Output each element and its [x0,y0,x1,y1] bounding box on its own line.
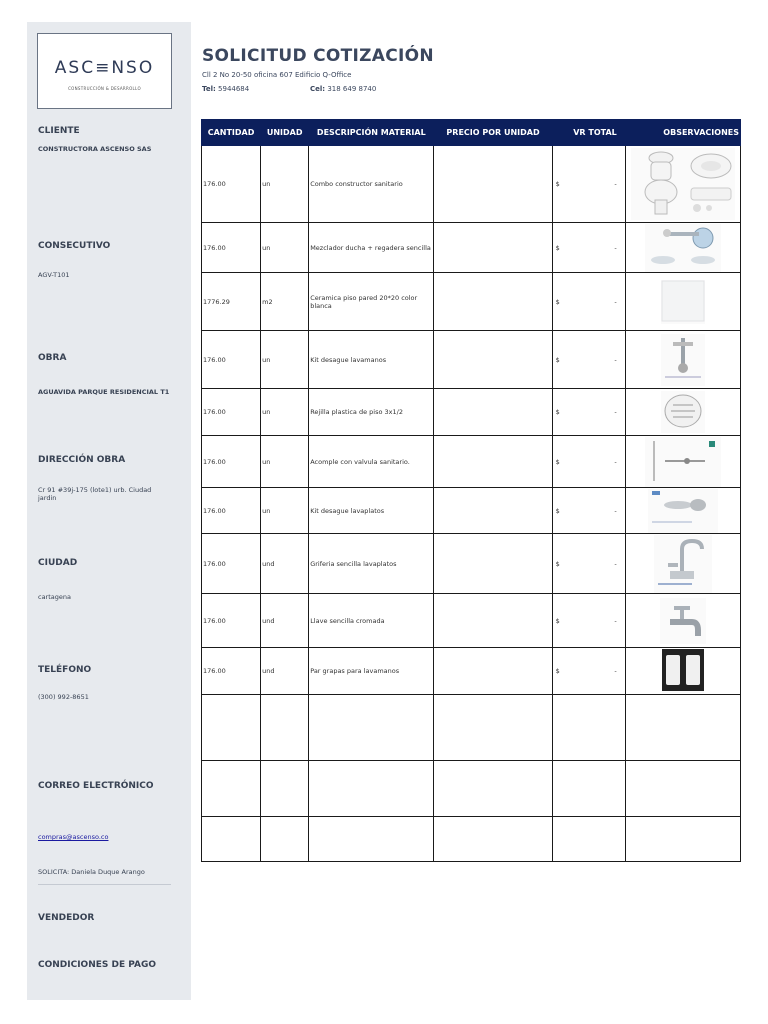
descripcion-cell: Ceramica piso pared 20*20 color blanca [309,273,434,331]
empty-cell[interactable] [261,817,309,862]
descripcion-cell: Mezclador ducha + regadera sencilla [309,223,434,273]
cantidad-cell: 176.00 [202,488,261,534]
condiciones-pago-label: CONDICIONES DE PAGO [38,960,157,970]
white-tile-image [661,280,705,324]
precio-cell[interactable] [434,331,552,389]
unidad-cell: und [261,534,309,594]
tel-value: 5944684 [218,85,250,93]
empty-cell[interactable] [552,817,625,862]
descripcion-cell: Kit desague lavaplatos [309,488,434,534]
precio-cell[interactable] [434,146,552,223]
observaciones-cell [625,389,740,436]
empty-cell[interactable] [552,761,625,817]
empty-cell[interactable] [202,817,261,862]
vr-total-cell [552,488,625,534]
cel-label: Cel: [310,85,326,93]
observaciones-cell [625,534,740,594]
table-header-row [202,120,741,146]
observaciones-cell [625,436,740,488]
observaciones-cell [625,273,740,331]
vr-total-value: - [614,408,617,416]
observaciones-cell [625,146,740,223]
currency-symbol: $ [555,408,560,416]
empty-cell[interactable] [625,761,740,817]
vendedor-label: VENDEDOR [38,913,95,923]
empty-cell[interactable] [625,817,740,862]
empty-cell[interactable] [434,817,552,862]
empty-cell[interactable] [309,695,434,761]
unidad-cell: un [261,389,309,436]
empty-cell[interactable] [309,817,434,862]
ciudad-label: CIUDAD [38,558,78,568]
cantidad-cell: 176.00 [202,389,261,436]
shower-mixer-image [645,224,721,272]
unidad-cell: un [261,331,309,389]
direccion-value: Cr 91 #39j-175 (lote1) urb. Ciudad jardin [38,486,152,502]
empty-cell[interactable] [309,761,434,817]
currency-symbol: $ [555,243,560,252]
correo-label: CORREO ELECTRÓNICO [38,781,154,791]
empty-cell[interactable] [434,761,552,817]
col-header-unidad: UNIDAD [261,120,309,146]
col-header-observaciones: OBSERVACIONES [625,120,740,146]
company-logo [37,33,172,109]
unidad-cell: un [261,146,309,223]
company-address: Cll 2 No 20-50 oficina 607 Edificio Q-Office [202,71,352,79]
obra-value: AGUAVIDA PARQUE RESIDENCIAL T1 [38,388,170,396]
descripcion-cell: Rejilla plastica de piso 3x1/2 [309,389,434,436]
table-row-empty [202,761,741,817]
sink-brackets-image [662,649,704,693]
empty-cell[interactable] [552,695,625,761]
cantidad-cell: 176.00 [202,331,261,389]
table-row [202,146,741,223]
vr-total-cell [552,273,625,331]
cantidad-cell: 176.00 [202,223,261,273]
precio-cell[interactable] [434,648,552,695]
telefono-value: (300) 992-8651 [38,693,89,701]
unidad-cell: und [261,648,309,695]
unidad-cell: un [261,436,309,488]
currency-symbol: $ [555,559,560,568]
solicita-text: SOLICITA: Daniela Duque Arango [38,868,145,876]
currency-symbol: $ [555,667,560,675]
client-sidebar [27,22,191,1000]
table-row [202,331,741,389]
col-header-cantidad: CANTIDAD [202,120,261,146]
vr-total-value: - [614,559,617,568]
direccion-label: DIRECCIÓN OBRA [38,455,126,465]
toilet-valve-image [645,437,721,487]
precio-cell[interactable] [434,273,552,331]
kitchen-faucet-image [654,535,712,593]
logo-wordmark: ASC≡NSO [54,58,155,78]
vr-total-cell [552,436,625,488]
vr-total-value: - [614,667,617,675]
table-row [202,223,741,273]
empty-cell[interactable] [202,695,261,761]
vr-total-cell [552,594,625,648]
consecutivo-label: CONSECUTIVO [38,241,111,251]
descripcion-cell: Acomple con valvula sanitario. [309,436,434,488]
consecutivo-value: AGV-T101 [38,271,70,279]
table-row-empty [202,695,741,761]
chrome-tap-image [660,598,706,644]
ciudad-value: cartagena [38,593,71,601]
unidad-cell: und [261,594,309,648]
cliente-label: CLIENTE [38,126,80,136]
empty-cell[interactable] [202,761,261,817]
precio-cell[interactable] [434,594,552,648]
vr-total-value: - [614,506,617,515]
currency-symbol: $ [555,297,560,306]
currency-symbol: $ [555,180,560,188]
empty-cell[interactable] [625,695,740,761]
descripcion-cell: Combo constructor sanitario [309,146,434,223]
company-phone [202,85,249,93]
descripcion-cell: Llave sencilla cromada [309,594,434,648]
descripcion-cell: Kit desague lavamanos [309,331,434,389]
unidad-cell: m2 [261,273,309,331]
cantidad-cell: 176.00 [202,648,261,695]
table-row [202,648,741,695]
observaciones-cell [625,594,740,648]
cel-value: 318 649 8740 [327,85,377,93]
cantidad-cell: 176.00 [202,594,261,648]
currency-symbol: $ [555,457,560,466]
vr-total-value: - [614,355,617,364]
vr-total-cell [552,648,625,695]
cantidad-cell: 176.00 [202,436,261,488]
table-row [202,273,741,331]
table-row [202,436,741,488]
vr-total-value: - [614,180,617,188]
cantidad-cell: 176.00 [202,146,261,223]
precio-cell[interactable] [434,534,552,594]
vr-total-cell [552,534,625,594]
observaciones-cell [625,648,740,695]
cantidad-cell: 176.00 [202,534,261,594]
company-mobile [310,85,376,93]
col-header-vr-total: VR TOTAL [552,120,625,146]
empty-cell[interactable] [261,695,309,761]
table-row-empty [202,817,741,862]
observaciones-cell [625,331,740,389]
table-row [202,534,741,594]
unidad-cell: un [261,488,309,534]
precio-cell[interactable] [434,488,552,534]
vr-total-cell [552,223,625,273]
currency-symbol: $ [555,506,560,515]
vr-total-value: - [614,297,617,306]
currency-symbol: $ [555,355,560,364]
vr-total-cell [552,389,625,436]
precio-cell[interactable] [434,436,552,488]
vr-total-value: - [614,457,617,466]
col-header-descripcion: DESCRIPCIÓN MATERIAL [309,120,434,146]
vr-total-cell [552,146,625,223]
table-row [202,594,741,648]
page-title: SOLICITUD COTIZACIÓN [202,46,434,66]
correo-link[interactable]: compras@ascenso.co [38,833,109,841]
quote-table [201,119,741,862]
table-row [202,488,741,534]
descripcion-cell: Par grapas para lavamanos [309,648,434,695]
precio-cell[interactable] [434,223,552,273]
table-row [202,389,741,436]
vr-total-cell [552,331,625,389]
empty-cell[interactable] [434,695,552,761]
unidad-cell: un [261,223,309,273]
cantidad-cell: 1776.29 [202,273,261,331]
obra-label: OBRA [38,353,67,363]
empty-cell[interactable] [261,761,309,817]
sidebar-divider [38,884,171,885]
logo-tagline: CONSTRUCCIÓN & DESARROLLO [68,86,141,91]
precio-cell[interactable] [434,389,552,436]
sink-drain-kit-image [661,334,705,386]
telefono-label: TELÉFONO [38,665,92,675]
toilet-sink-combo-image [631,148,735,220]
col-header-precio: PRECIO POR UNIDAD [434,120,552,146]
currency-symbol: $ [555,616,560,625]
kitchen-drain-kit-image [648,489,718,533]
observaciones-cell [625,223,740,273]
vr-total-value: - [614,243,617,252]
floor-grate-image [661,391,705,433]
cliente-value: CONSTRUCTORA ASCENSO SAS [38,145,152,153]
observaciones-cell [625,488,740,534]
vr-total-value: - [614,616,617,625]
tel-label: Tel: [202,85,216,93]
descripcion-cell: Griferia sencilla lavaplatos [309,534,434,594]
